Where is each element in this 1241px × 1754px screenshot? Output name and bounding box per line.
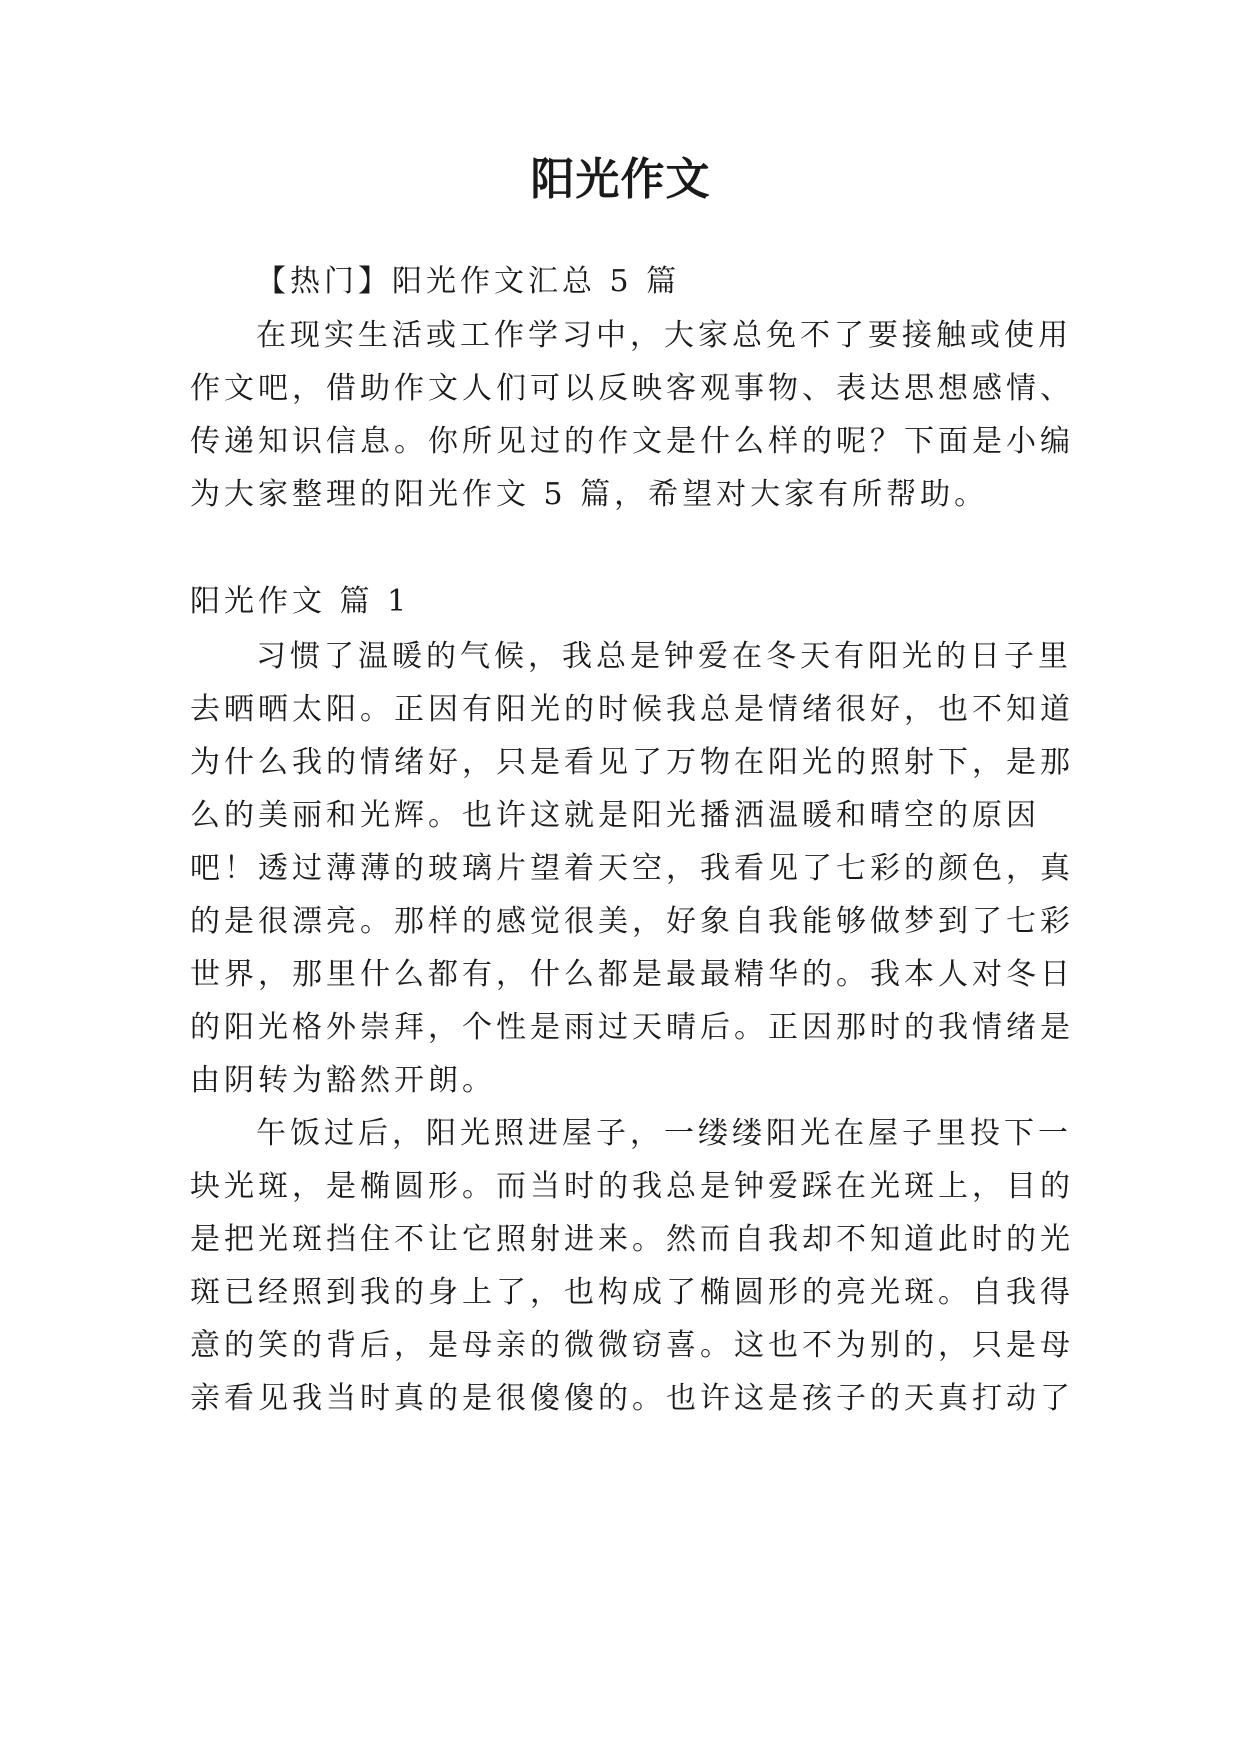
document-title: 阳光作文	[530, 154, 711, 205]
intro-line: 传递知识信息。你所见过的作文是什么样的呢？下面是小编	[190, 424, 1074, 459]
paragraph-line: 是把光斑挡住不让它照射进来。然而自我却不知道此时的光	[190, 1222, 1074, 1257]
paragraph-line: 去晒晒太阳。正因有阳光的时候我总是情绪很好，也不知道	[190, 692, 1074, 727]
paragraph-line: 习惯了温暖的气候，我总是钟爱在冬天有阳光的日子里	[256, 639, 1072, 674]
paragraph-line: 的阳光格外崇拜，个性是雨过天晴后。正因那时的我情绪是	[190, 1010, 1074, 1045]
paragraph-line: 吧！透过薄薄的玻璃片望着天空，我看见了七彩的颜色，真	[190, 851, 1074, 886]
paragraph-line: 亲看见我当时真的是很傻傻的。也许这是孩子的天真打动了	[190, 1381, 1074, 1416]
paragraph-line: 由阴转为豁然开朗。	[190, 1063, 496, 1098]
paragraph-line: 的是很漂亮。那样的感觉很美，好象自我能够做梦到了七彩	[190, 904, 1074, 939]
intro-line: 为大家整理的阳光作文 5 篇，希望对大家有所帮助。	[190, 477, 989, 512]
paragraph-line: 午饭过后，阳光照进屋子，一缕缕阳光在屋子里投下一	[256, 1116, 1072, 1151]
document-subtitle: 【热门】阳光作文汇总 5 篇	[256, 264, 681, 299]
paragraph-line: 为什么我的情绪好，只是看见了万物在阳光的照射下，是那	[190, 745, 1074, 780]
paragraph-line: 块光斑，是椭圆形。而当时的我总是钟爱踩在光斑上，目的	[190, 1169, 1074, 1204]
paragraph-line: 么的美丽和光辉。也许这就是阳光播洒温暖和晴空的原因	[190, 798, 1040, 833]
intro-line: 在现实生活或工作学习中，大家总免不了要接触或使用	[256, 318, 1072, 353]
paragraph-line: 世界，那里什么都有，什么都是最最精华的。我本人对冬日	[190, 957, 1074, 992]
intro-line: 作文吧，借助作文人们可以反映客观事物、表达思想感情、	[190, 371, 1074, 406]
paragraph-line: 意的笑的背后，是母亲的微微窃喜。这也不为别的，只是母	[190, 1328, 1074, 1363]
paragraph-line: 斑已经照到我的身上了，也构成了椭圆形的亮光斑。自我得	[190, 1275, 1074, 1310]
section-heading: 阳光作文 篇 1	[190, 584, 411, 619]
